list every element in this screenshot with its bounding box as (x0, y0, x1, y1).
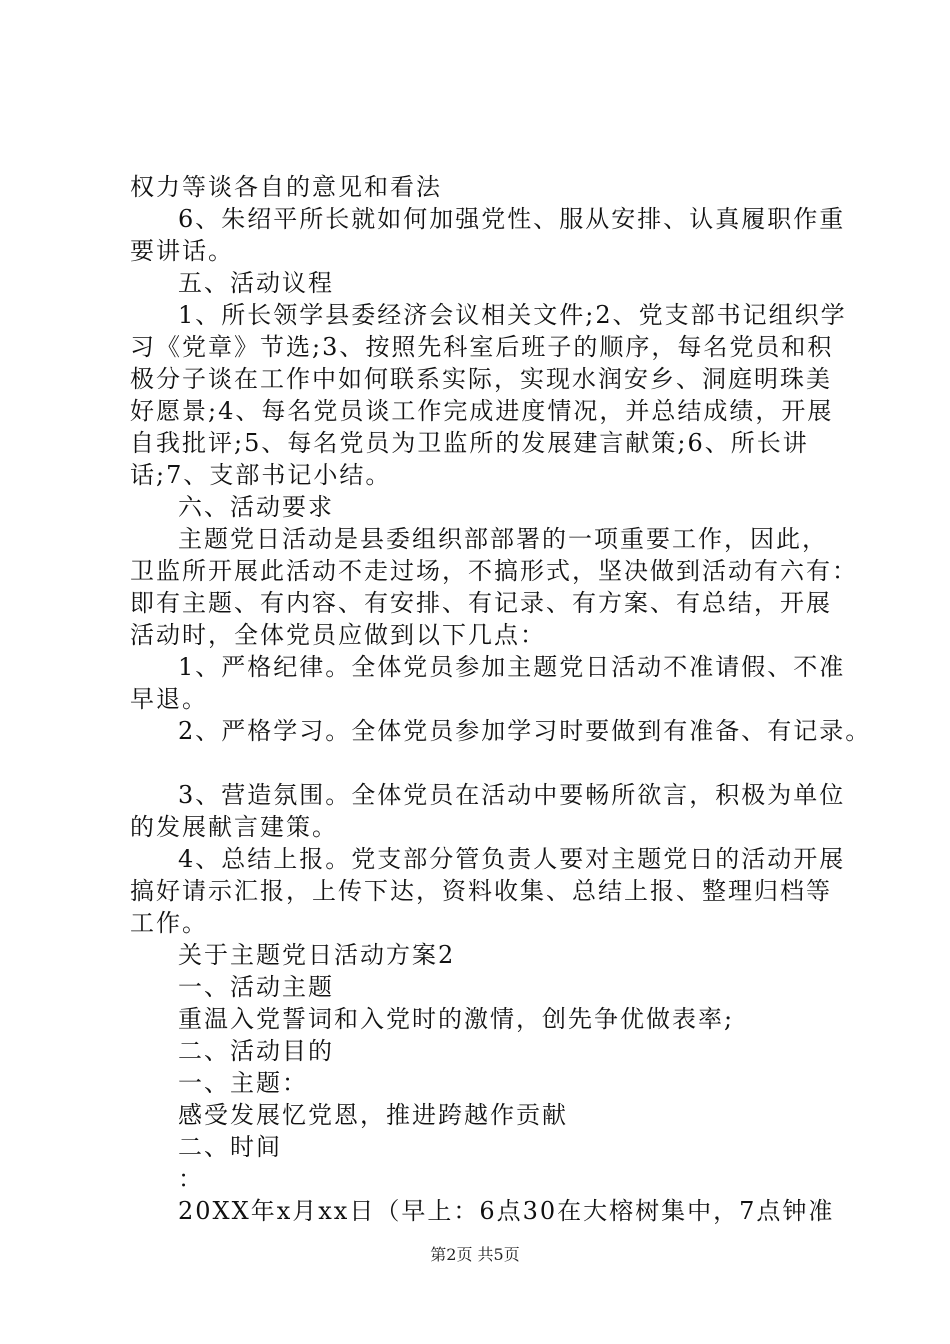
text-line: 活动时，全体党员应做到以下几点： (130, 621, 546, 649)
text-line: 自我批评;5、每名党员为卫监所的发展建言献策;6、所长讲 (130, 429, 809, 457)
text-line: 要讲话。 (130, 237, 234, 265)
text-line: 极分子谈在工作中如何联系实际，实现水润安乡、洞庭明珠美 (130, 365, 832, 393)
text-line: 习《党章》节选;3、按照先科室后班子的顺序，每名党员和积 (130, 333, 834, 361)
text-line: 搞好请示汇报，上传下达，资料收集、总结上报、整理归档等 (130, 877, 832, 905)
blank-line (130, 747, 840, 779)
text-line: 20XX年x月xx日（早上：6点30在大榕树集中，7点钟准 (178, 1197, 835, 1225)
text-line: 的发展献言建策。 (130, 813, 338, 841)
text-line: 感受发展忆党恩，推进跨越作贡献 (178, 1101, 568, 1129)
text-line: 五、活动议程 (178, 269, 334, 297)
text-line: 1、所长领学县委经济会议相关文件;2、党支部书记组织学 (178, 301, 847, 329)
text-line: 2、严格学习。全体党员参加学习时要做到有准备、有记录。 (178, 717, 872, 745)
text-line: 权力等谈各自的意见和看法 (130, 173, 442, 201)
text-line: 一、主题： (178, 1069, 308, 1097)
text-line: 4、总结上报。党支部分管负责人要对主题党日的活动开展 (178, 845, 846, 873)
text-line: 重温入党誓词和入党时的激情，创先争优做表率; (178, 1005, 735, 1033)
text-line: 6、朱绍平所长就如何加强党性、服从安排、认真履职作重 (178, 205, 846, 233)
text-line: 六、活动要求 (178, 493, 334, 521)
page-footer: 第2页 共5页 (430, 1245, 520, 1264)
text-line: 关于主题党日活动方案2 (178, 941, 456, 969)
text-line: ： (178, 1165, 204, 1193)
text-line: 即有主题、有内容、有安排、有记录、有方案、有总结，开展 (130, 589, 832, 617)
document-body (130, 171, 872, 1227)
text-line: 二、活动目的 (178, 1037, 334, 1065)
text-line: 卫监所开展此活动不走过场，不搞形式，坚决做到活动有六有： (130, 557, 858, 585)
text-line: 好愿景;4、每名党员谈工作完成进度情况，并总结成绩，开展 (130, 397, 834, 425)
text-line: 二、时间 (178, 1133, 282, 1161)
text-line: 1、严格纪律。全体党员参加主题党日活动不准请假、不准 (178, 653, 846, 681)
text-line: 早退。 (130, 685, 208, 713)
text-line: 工作。 (130, 909, 208, 937)
text-line: 3、营造氛围。全体党员在活动中要畅所欲言，积极为单位 (178, 781, 846, 809)
text-line: 主题党日活动是县委组织部部署的一项重要工作，因此， (178, 525, 828, 553)
text-line: 话;7、支部书记小结。 (130, 461, 392, 489)
text-line: 一、活动主题 (178, 973, 334, 1001)
